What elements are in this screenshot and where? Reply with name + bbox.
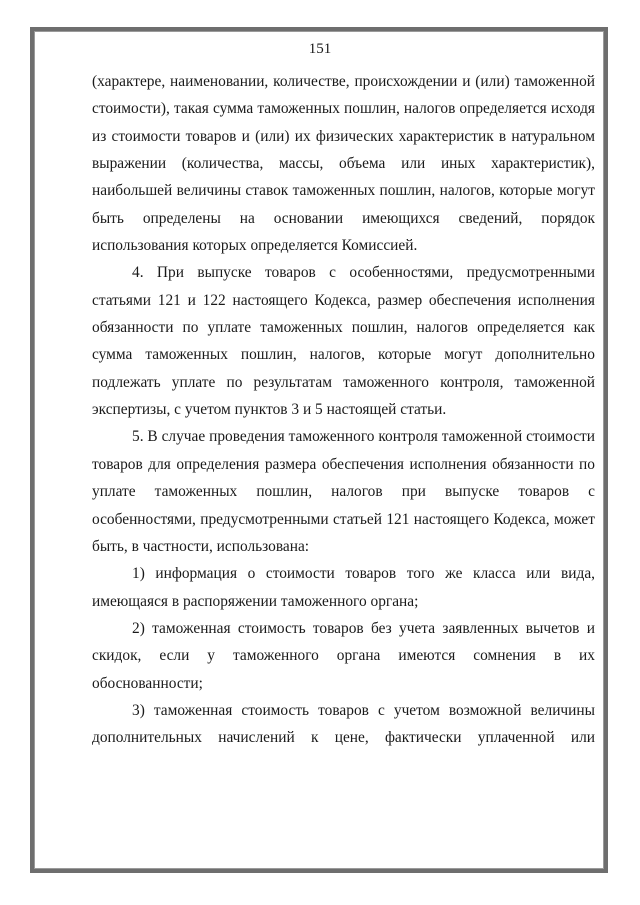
- paragraph-item-5: 5. В случае проведения таможенного контроля таможенной стоимости товаров для определения размера обеспечения исполнения обязанности по уплате таможенных пошлин, налогов при выпуске товаров с особенностями, предусмотренными статьей 121 настоящего Кодекса, может быть, в частности, использована:: [92, 428, 595, 555]
- paragraph-continuation: (характере, наименовании, количестве, происхождении и (или) таможенной стоимости), такая сумма таможенных пошлин, налогов определяется исходя из стоимости товаров и (или) их физических характеристик в натуральном выражении (количества, массы, объема или иных характеристик), наибольшей величины ставок таможенных пошлин, налогов, которые могут быть определены на основании имеющихся сведений, порядок использования которых определяется Комиссией.: [92, 73, 595, 255]
- document-body: [92, 68, 595, 752]
- subitem-2: 2) таможенная стоимость товаров без учета заявленных вычетов и скидок, если у таможенного органа имеются сомнения в их обоснованности;: [92, 619, 595, 692]
- subitem-3: 3) таможенная стоимость товаров с учетом возможной величины дополнительных начислений к цене, фактически уплаченной или: [92, 701, 595, 747]
- paragraph-item-4: 4. При выпуске товаров с особенностями, предусмотренными статьями 121 и 122 настоящего Кодекса, размер обеспечения исполнения обязанности по уплате таможенных пошлин, налогов определяется как сумма таможенных пошлин, налогов, которые могут дополнительно подлежать уплате по результатам таможенного контроля, таможенной экспертизы, с учетом пунктов 3 и 5 настоящей статьи.: [92, 264, 595, 419]
- subitem-1: 1) информация о стоимости товаров того же класса или вида, имеющаяся в распоряжении таможенного органа;: [92, 565, 595, 610]
- page-number: 151: [308, 41, 332, 57]
